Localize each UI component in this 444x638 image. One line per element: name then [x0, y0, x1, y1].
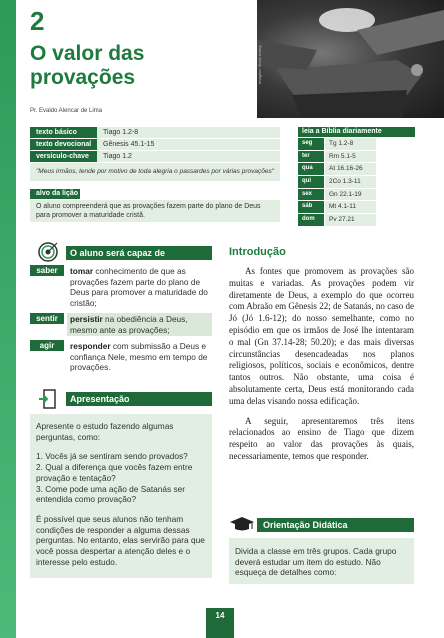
day-label: qui [298, 176, 324, 188]
graduation-cap-icon [229, 516, 255, 532]
day-ref: Rm 5.1-5 [325, 151, 376, 163]
day-row [298, 201, 415, 213]
day-row [298, 214, 415, 226]
day-row [298, 138, 415, 150]
day-row [298, 163, 415, 175]
question-2: 2. Qual a diferença que vocês fazem entre provação e tentação? [36, 462, 193, 483]
day-ref: Tg 1.2-8 [325, 138, 376, 150]
day-ref: Pv 27.21 [325, 214, 376, 226]
day-label: seg [298, 138, 324, 150]
anvil-image [257, 0, 444, 118]
photo-credit: Imagem: Stock.xchng [257, 45, 262, 84]
day-ref: 2Co 1.3-11 [325, 176, 376, 188]
presentation-box [30, 414, 212, 578]
objective-tag: agir [30, 340, 64, 351]
blacksmith-photo [257, 0, 444, 118]
objective-verb: persistir [70, 314, 103, 324]
left-green-band [0, 0, 16, 638]
lesson-title-line1: O valor das [30, 42, 145, 65]
ref-row-basic [30, 127, 280, 138]
page-number: 14 [206, 608, 234, 638]
objective-rest: na obediência a Deus, mesmo ante as provações; [70, 314, 188, 335]
lesson-number: 2 [30, 6, 45, 36]
objective-rest: com submissão a Deus e confiança Nele, mesmo em tempo de provações. [70, 341, 208, 373]
didactic-orientation-text: Divida a classe em três grupos. Cada grupo deverá estudar um item do estudo. Não esqueça de detalhes como: [229, 538, 414, 584]
target-icon [38, 242, 58, 262]
day-ref: Gn 22.1-19 [325, 189, 376, 201]
introduction-paragraph: A seguir, apresentaremos três itens relacionados ao ensino de Tiago que dizem respeito ao valor das provações às quais, necessariamente, temos que responder. [229, 415, 414, 461]
objective-text [67, 313, 212, 336]
daily-reading-table [298, 127, 415, 227]
presentation-intro: Apresente o estudo fazendo algumas perguntas, como: [36, 421, 174, 442]
ref-row-key-verse [30, 151, 280, 162]
presentation-note: É possível que seus alunos não tenham condições de responder a alguma dessas perguntas. No entanto, elas servirão para que você possa despertar a atenção deles e o interesse pelo estudo. [36, 513, 205, 567]
objective-tag: sentir [30, 313, 64, 324]
day-row [298, 176, 415, 188]
introduction-text [229, 266, 414, 471]
day-ref: Mt 4.1-11 [325, 201, 376, 213]
ref-label: texto devocional [30, 139, 97, 150]
question-1: 1. Vocês já se sentiram sendo provados? [36, 451, 188, 462]
day-row [298, 151, 415, 163]
day-label: sex [298, 189, 324, 201]
introduction-title: Introdução [229, 246, 286, 258]
presentation-title: Apresentação [66, 392, 212, 406]
objective-text [67, 340, 212, 374]
objective-tag: saber [30, 265, 64, 276]
question-3: 3. Come pode uma ação de Satanás ser entendida como provação? [36, 483, 185, 505]
day-ref: At 16.16-26 [325, 163, 376, 175]
objective-text [67, 265, 212, 309]
objective-verb: responder [70, 341, 111, 351]
objective-verb: tomar [70, 266, 94, 276]
aim-text: O aluno compreenderá que as provações fazem parte do plano de Deus para promover a maturidade cristã. [30, 200, 280, 222]
ref-value: Tiago 1.2 [97, 151, 280, 162]
lesson-title [30, 42, 144, 90]
day-label: dom [298, 214, 324, 226]
didactic-orientation-title: Orientação Didática [257, 518, 414, 532]
door-icon [38, 389, 56, 409]
day-label: ter [298, 151, 324, 163]
introduction-paragraph: As fontes que promovem as provações são muitas e variadas. As provações podem vir diretamente de Deus, a exemplo do que ocorreu com Abraão em Gênesis 22; de Satanás, no caso de Jó (Jó 1.6-12); do nosso semelhante, como no episódio em que os irmãos de José lhe intentaram o mal (Gn 37.14-28; 50.20); e das mais diversas circunstâncias desencadeadas nos planos religiosos, políticos, sociais e econômicos, dentre tantos outros. Não obstante, uma coisa é absolutamente certa, Deus está monitorando cada uma delas visando nossa edificação. [229, 266, 414, 406]
ref-value: Tiago 1.2-8 [97, 127, 280, 138]
ref-value: Gênesis 45.1-15 [97, 139, 280, 150]
objectives-title: O aluno será capaz de [66, 246, 212, 260]
ref-row-devotional [30, 139, 280, 150]
lesson-title-line2: provações [30, 66, 136, 89]
day-label: sáb [298, 201, 324, 213]
ref-label: versículo-chave [30, 151, 97, 162]
aim-label: alvo da lição [30, 189, 80, 199]
key-verse-quote: "Meus irmãos, tende por motivo de toda alegria o passardes por várias provações" [30, 163, 280, 181]
ref-label: texto básico [30, 127, 97, 138]
objective-rest: conhecimento de que as provações fazem parte do plano de Deus para promover a maturidade do cristão; [70, 266, 208, 308]
day-row [298, 189, 415, 201]
scripture-references [30, 127, 280, 163]
daily-reading-title: leia a Bíblia diariamente [298, 127, 415, 137]
author-name: Pr. Evaldo Alencar de Lima [30, 108, 103, 114]
day-label: qua [298, 163, 324, 175]
